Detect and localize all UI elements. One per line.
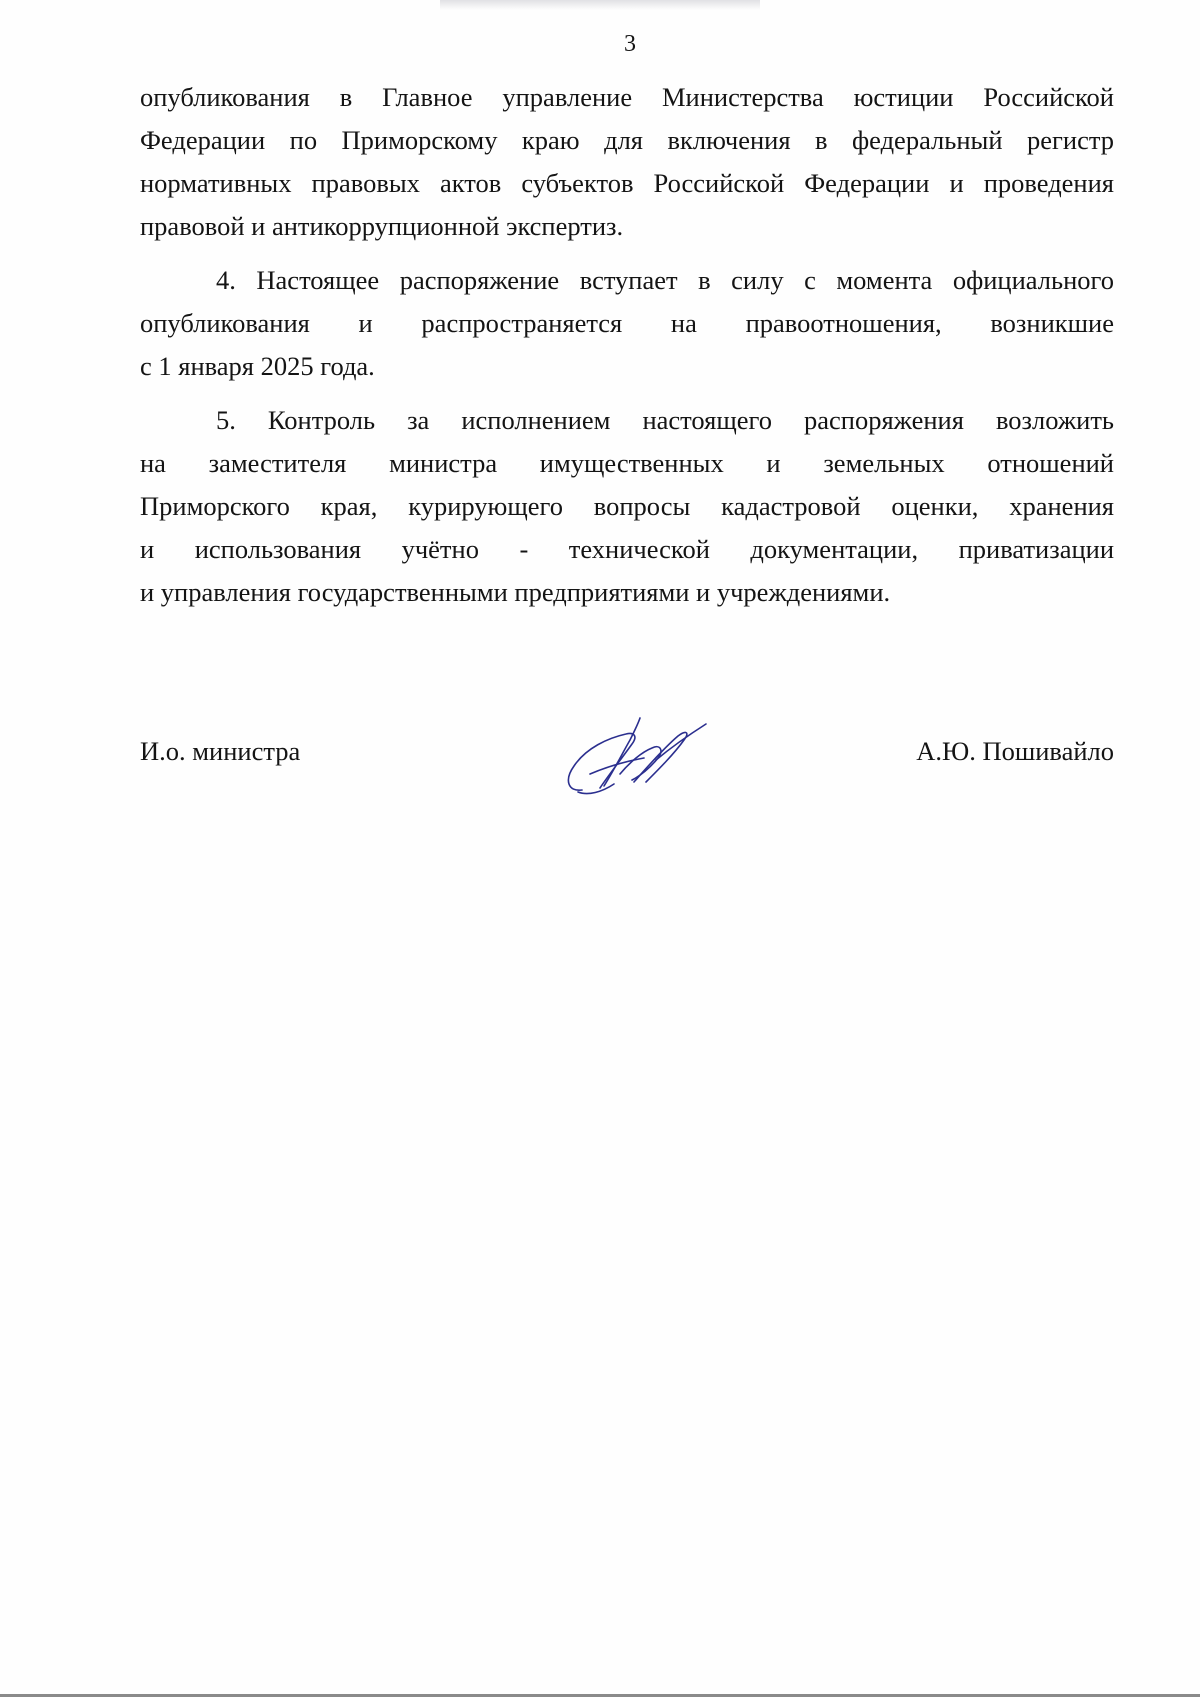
- text-line: нормативных правовых актов субъектов Российской Федерации и проведения: [140, 168, 1114, 198]
- handwritten-signature: [560, 704, 710, 804]
- text-line: Приморского края, курирующего вопросы кадастровой оценки, хранения: [140, 491, 1114, 521]
- signatory-title: И.о. министра: [140, 736, 301, 766]
- text-line: 4. Настоящее распоряжение вступает в силу с момента официального: [216, 265, 1114, 295]
- text-line: с 1 января 2025 года.: [140, 351, 375, 381]
- text-line: опубликования и распространяется на правоотношения, возникшие: [140, 308, 1114, 338]
- paragraph-gap: [140, 248, 1114, 259]
- text-line: Федерации по Приморскому краю для включения в федеральный регистр: [140, 125, 1114, 155]
- text-line: и использования учётно - технической документации, приватизации: [140, 534, 1114, 564]
- text-line: и управления государственными предприятиями и учреждениями.: [140, 577, 891, 607]
- scan-edge-top: [440, 0, 760, 10]
- paragraph-gap: [140, 388, 1114, 399]
- text-line: 5. Контроль за исполнением настоящего распоряжения возложить: [216, 405, 1114, 435]
- page-number: 3: [624, 31, 636, 57]
- text-line: правовой и антикоррупционной экспертиз.: [140, 211, 624, 241]
- signature-block: [140, 720, 1114, 830]
- document-body: [140, 76, 1114, 614]
- text-line: опубликования в Главное управление Министерства юстиции Российской: [140, 82, 1114, 112]
- signatory-name: А.Ю. Пошивайло: [916, 736, 1114, 766]
- text-line: на заместителя министра имущественных и земельных отношений: [140, 448, 1114, 478]
